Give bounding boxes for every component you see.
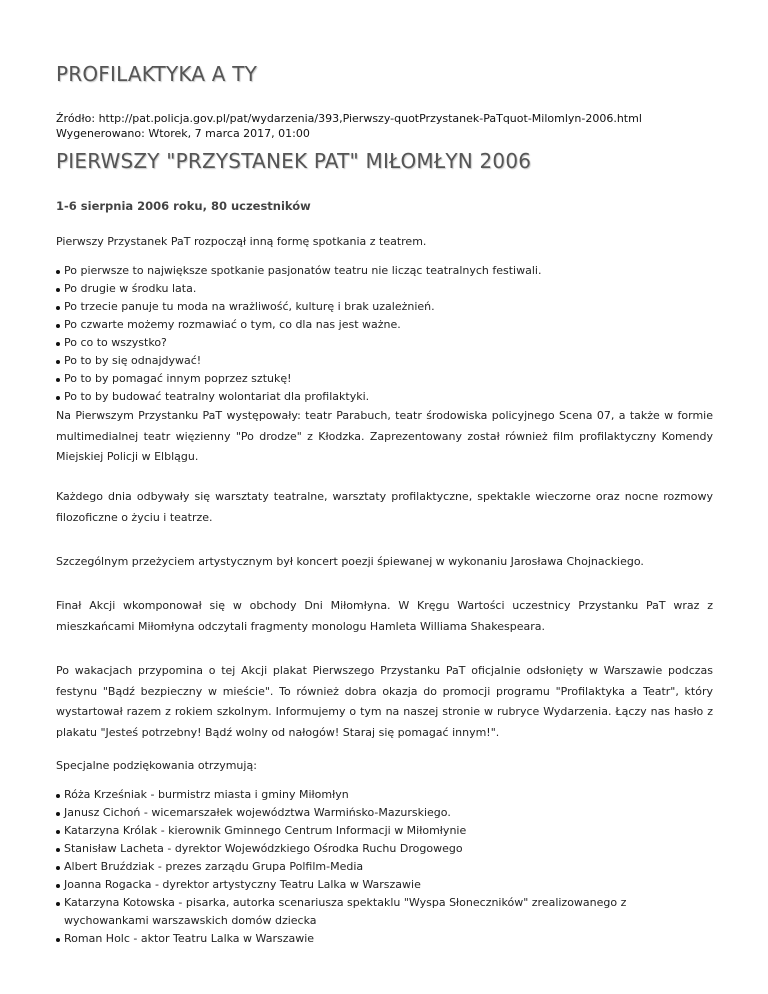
list-item: Joanna Rogacka - dyrektor artystyczny Teatru Lalka w Warszawie <box>56 876 713 894</box>
list-item: Po czwarte możemy rozmawiać o tym, co dla nas jest ważne. <box>56 316 713 334</box>
site-title: PROFILAKTYKA A TY <box>56 62 258 86</box>
list-item: Katarzyna Królak - kierownik Gminnego Centrum Informacji w Miłomłynie <box>56 822 713 840</box>
article-paragraph: Po wakacjach przypomina o tej Akcji plakat Pierwszego Przystanku PaT oficjalnie odsłonięty w Warszawie podczas festynu "Bądź bezpieczny w mieście". To również dobra okazja do promocji programu "Profilaktyka a Teatr", który wystartował razem z rokiem szkolnym. Informujemy o tym na naszej stronie w rubryce Wydarzenia. Łączy nas hasło z plakatu "Jesteś potrzebny! Bądź wolny od nałogów! Staraj się pomagać innym!". <box>56 664 713 739</box>
list-item: Janusz Cichoń - wicemarszałek województwa Warmińsko-Mazurskiego. <box>56 804 713 822</box>
list-item: Po to by pomagać innym poprzez sztukę! <box>56 370 713 388</box>
list-item: Albert Bruździak - prezes zarządu Grupa Polfilm-Media <box>56 858 713 876</box>
article-paragraph: Każdego dnia odbywały się warsztaty teatralne, warsztaty profilaktyczne, spektakle wieczorne oraz nocne rozmowy filozoficzne o życiu i teatrze. <box>56 490 713 524</box>
article-paragraph: Finał Akcji wkomponował się w obchody Dni Miłomłyna. W Kręgu Wartości uczestnicy Przystanku PaT wraz z mieszkańcami Miłomłyna odczytali fragmenty monologu Hamleta Williama Shakespeara. <box>56 599 713 633</box>
thanks-list <box>56 786 713 948</box>
list-item: Róża Krześniak - burmistrz miasta i gminy Miłomłyn <box>56 786 713 804</box>
list-item: Po pierwsze to największe spotkanie pasjonatów teatru nie licząc teatralnych festiwali. <box>56 262 713 280</box>
article-subtitle: 1-6 sierpnia 2006 roku, 80 uczestników <box>56 199 311 213</box>
list-item: Po to by budować teatralny wolontariat dla profilaktyki. <box>56 388 713 406</box>
generated-date: Wygenerowano: Wtorek, 7 marca 2017, 01:00 <box>56 127 310 140</box>
article-paragraph: Szczególnym przeżyciem artystycznym był koncert poezji śpiewanej w wykonaniu Jarosława Chojnackiego. <box>56 555 644 568</box>
list-item: Po co to wszystko? <box>56 334 713 352</box>
document-meta <box>56 111 642 141</box>
reasons-list <box>56 262 713 406</box>
list-item: Katarzyna Kotowska - pisarka, autorka scenariusza spektaklu "Wyspa Słoneczników" zrealizowanego z wychowankami warszawskich domów dziecka <box>56 894 713 930</box>
list-item: Stanisław Lacheta - dyrektor Wojewódzkiego Ośrodka Ruchu Drogowego <box>56 840 713 858</box>
list-item: Po to by się odnajdywać! <box>56 352 713 370</box>
article-title: PIERWSZY "PRZYSTANEK PAT" MIŁOMŁYN 2006 <box>56 149 532 173</box>
list-item: Po trzecie panuje tu moda na wrażliwość, kulturę i brak uzależnień. <box>56 298 713 316</box>
list-item: Roman Holc - aktor Teatru Lalka w Warszawie <box>56 930 713 948</box>
thanks-intro: Specjalne podziękowania otrzymują: <box>56 759 257 772</box>
list-item: Po drugie w środku lata. <box>56 280 713 298</box>
article-paragraph: Na Pierwszym Przystanku PaT występowały: teatr Parabuch, teatr środowiska policyjnego Scena 07, a także w formie multimedialnej teatr więzienny "Po drodze" z Kłodzka. Zaprezentowany został również film profilaktyczny Komendy Miejskiej Policji w Elblągu. <box>56 409 713 463</box>
intro-paragraph: Pierwszy Przystanek PaT rozpoczął inną formę spotkania z teatrem. <box>56 235 427 248</box>
source-url: Źródło: http://pat.policja.gov.pl/pat/wydarzenia/393,Pierwszy-quotPrzystanek-PaTquot-Milomlyn-2006.html <box>56 112 642 125</box>
